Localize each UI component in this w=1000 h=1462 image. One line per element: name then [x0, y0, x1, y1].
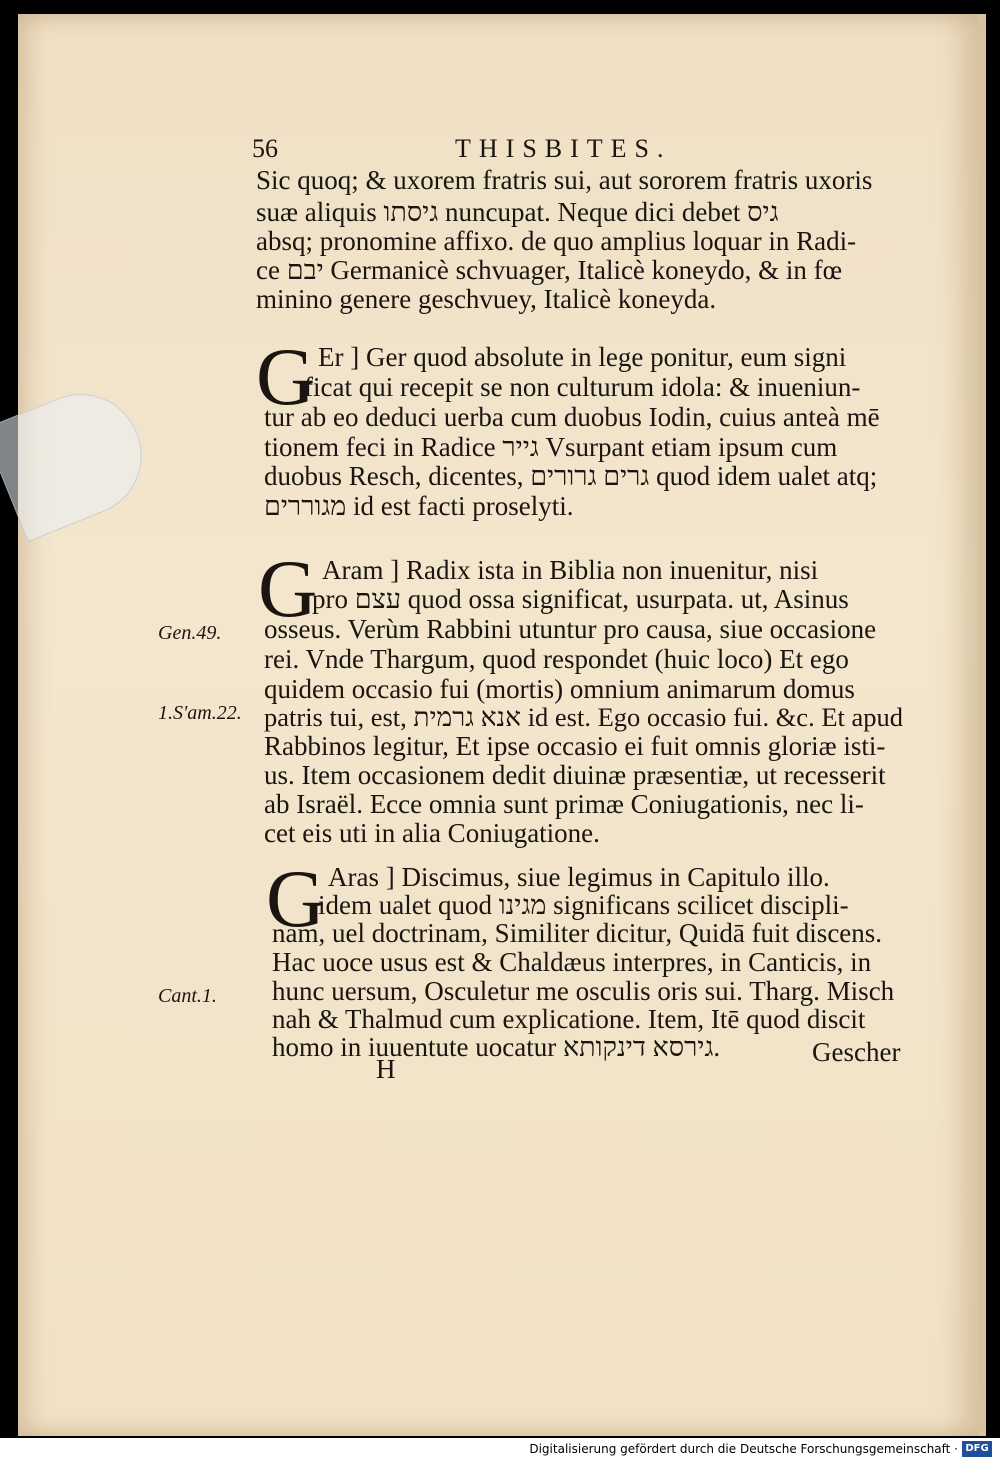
running-title: THISBITES.: [455, 134, 672, 163]
text-line: rei. Vnde Thargum, quod respondet (huic loco) Et ego: [264, 644, 849, 674]
page-edge: [978, 14, 986, 1436]
text-line: minino genere geschvuey, Italicè koneyda.: [256, 284, 717, 314]
text-line: ce יבם Germanicè schvuager, Italicè koneydo, & in fœ: [256, 255, 843, 285]
drop-capital: G: [266, 853, 326, 944]
text-line: Er ] Ger quod absolute in lege ponitur, eum signi: [318, 342, 847, 372]
text-line: quidem occasio fui (mortis) omnium animarum domus: [264, 674, 855, 704]
text-line: suæ aliquis גיסתו nuncupat. Neque dici debet גיס: [256, 197, 779, 227]
signature-mark: H: [376, 1054, 396, 1084]
text-line: Hac uoce usus est & Chaldæus interpres, in Canticis, in: [272, 947, 872, 977]
catchword: Gescher: [812, 1037, 901, 1067]
text-line: osseus. Verùm Rabbini utuntur pro causa, siue occasione: [264, 614, 877, 644]
page-number: 56: [252, 134, 278, 163]
margin-note-cant: Cant.1.: [158, 985, 217, 1007]
text-line: duobus Resch, dicentes, גרים גרורים quod idem ualet atq;: [264, 461, 878, 491]
text-line: absq; pronomine affixo. de quo amplius loquar in Radi-: [256, 226, 857, 256]
text-line: ab Israël. Ecce omnia sunt primæ Coniugationis, nec li-: [264, 789, 864, 819]
drop-capital: G: [258, 543, 318, 634]
text-line: tur ab eo deduci uerba cum duobus Iodin, cuius anteà mē: [264, 402, 880, 432]
dfg-logo: DFG: [962, 1441, 992, 1457]
text-line: cet eis uti in alia Coniugatione.: [264, 818, 600, 848]
text-line: hunc uersum, Osculetur me osculis oris sui. Tharg. Misch: [272, 976, 895, 1006]
margin-note-gen: Gen.49.: [158, 622, 222, 644]
text-line: nah & Thalmud cum explicatione. Item, Itē quod discit: [272, 1004, 866, 1034]
drop-capital: G: [256, 331, 316, 422]
text-line: homo in iuuentute uocatur גירסא דינקותא.: [272, 1032, 721, 1062]
text-line: patris tui, est, אנא גרמית id est. Ego occasio fui. &c. Et apud: [264, 702, 904, 732]
text-line: nam, uel doctrinam, Similiter dicitur, Quidā fuit discens.: [272, 918, 883, 948]
text-line: us. Item occasionem dedit diuinæ præsentiæ, ut recesserit: [264, 760, 886, 790]
footer-bar: [0, 1438, 1000, 1462]
text-line: Aras ] Discimus, siue legimus in Capitulo illo.: [328, 862, 830, 892]
funding-credit: Digitalisierung gefördert durch die Deutsche Forschungsgemeinschaft ·: [529, 1442, 958, 1456]
text-line: idem ualet quod מגינו significans scilicet discipli-: [318, 890, 849, 920]
text-line: מגוררים id est facti proselyti.: [264, 491, 574, 521]
text-line: pro עצם quod ossa significat, usurpata. ut, Asinus: [312, 584, 849, 614]
text-line: ficat qui recepit se non culturum idola: & inueniun-: [304, 372, 861, 402]
text-line: Rabbinos legitur, Et ipse occasio ei fuit omnis gloriæ isti-: [264, 731, 886, 761]
text-line: tionem feci in Radice גייר Vsurpant etiam ipsum cum: [264, 432, 838, 462]
margin-note-sam: 1.S'am.22.: [158, 702, 242, 724]
text-line: Sic quoq; & uxorem fratris sui, aut sororem fratris uxoris: [256, 165, 873, 195]
text-line: Aram ] Radix ista in Biblia non inuenitur, nisi: [322, 555, 819, 585]
